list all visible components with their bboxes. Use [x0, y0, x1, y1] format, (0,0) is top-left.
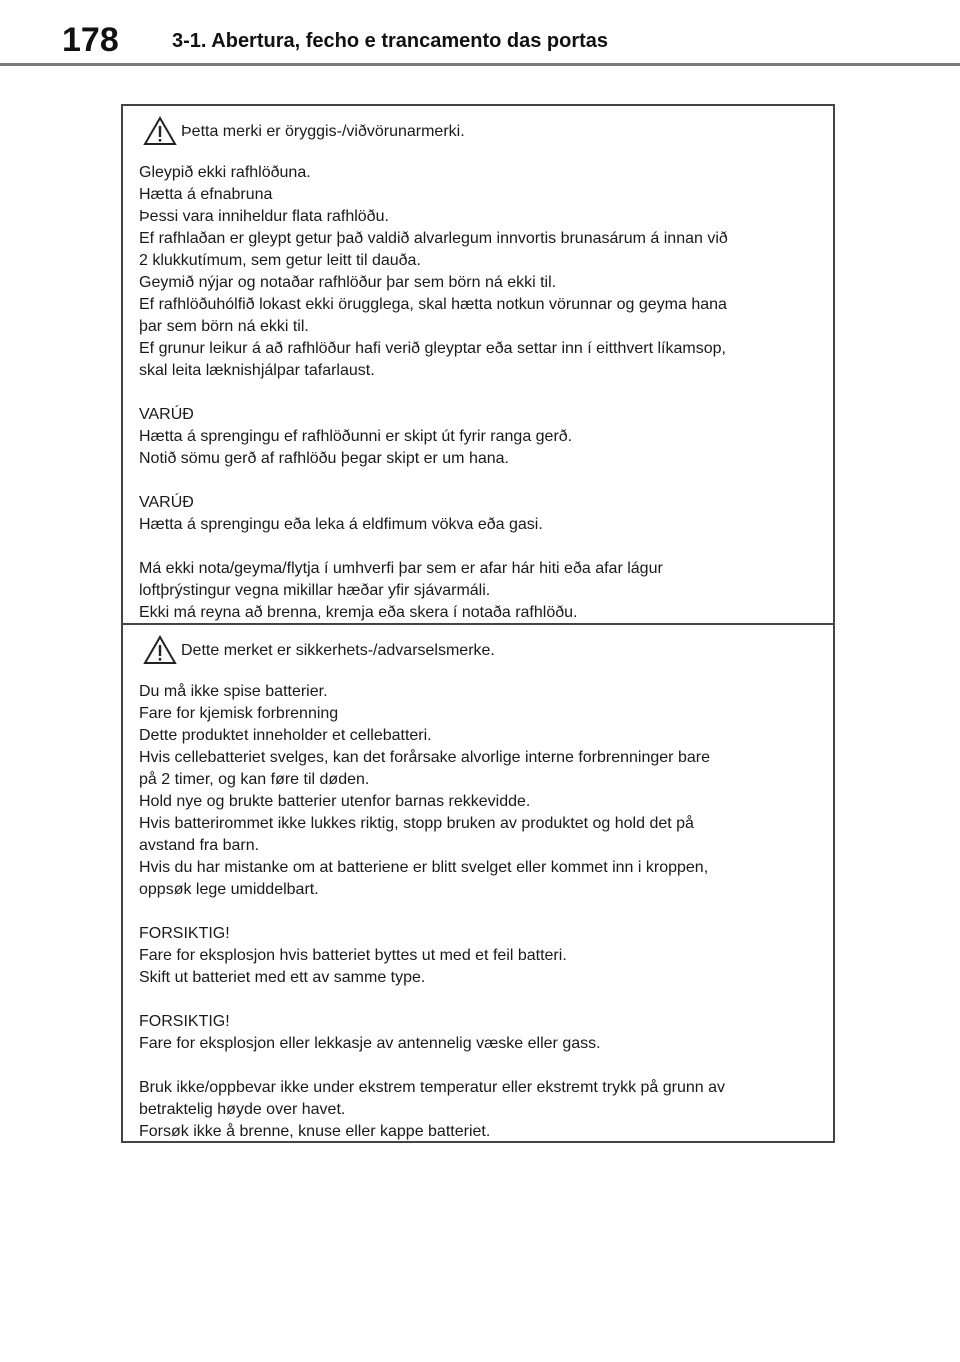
icelandic-heading-row — [139, 116, 817, 148]
icelandic-heading: Þetta merki er öryggis-/viðvörunarmerki. — [181, 123, 465, 140]
norwegian-environment-warning: Bruk ikke/oppbevar ikke under ekstrem temperatur eller ekstremt trykk på grunn av betraktelig høyde over havet. Forsøk ikke å brenne, knuse eller kappe batteriet. — [139, 1079, 726, 1140]
page-header — [0, 0, 960, 66]
header-divider — [0, 63, 960, 66]
warning-triangle-icon — [143, 635, 177, 665]
norwegian-caution-leak: FORSIKTIG! Fare for eksplosjon eller lekkasje av antennelig væske eller gass. — [139, 1013, 601, 1052]
section-title: 3-1. Abertura, fecho e trancamento das portas — [172, 30, 609, 52]
icelandic-caution-replacement: VARÚÐ Hætta á sprengingu ef rafhlöðunni er skipt út fyrir ranga gerð. Notið sömu gerð af rafhlöðu þegar skipt er um hana. — [139, 406, 573, 467]
warning-triangle-icon — [143, 116, 177, 146]
norwegian-caution-replacement: FORSIKTIG! Fare for eksplosjon hvis batteriet byttes ut med et feil batteri. Skift ut batteriet med ett av samme type. — [139, 925, 567, 986]
icelandic-caution-leak: VARÚÐ Hætta á sprengingu eða leka á eldfimum vökva eða gasi. — [139, 494, 543, 533]
norwegian-heading: Dette merket er sikkerhets-/advarselsmerke. — [181, 642, 495, 659]
icelandic-environment-warning: Má ekki nota/geyma/flytja í umhverfi þar sem er afar hár hiti eða afar lágur loftþrýstingur vegna mikillar hæðar yfir sjávarmáli. Ekki má reyna að brenna, kremja eða skera í notaða rafhlöðu. — [139, 560, 663, 621]
page-number: 178 — [62, 21, 119, 59]
norwegian-swallow-warning: Du må ikke spise batterier. Fare for kjemisk forbrenning Dette produktet inneholder et cellebatteri. Hvis cellebatteriet svelges, kan det forårsake alvorlige interne forbrenninger bare på 2 timer, og kan føre til døden. Hold nye og brukte batterier utenfor barnas rekkevidde. Hvis batterirommet ikke lukkes riktig, stopp bruken av produktet og hold det på avstand fra barn. Hvis du har mistanke om at batteriene er blitt svelget eller kommet inn i kroppen, oppsøk lege umiddelbart. — [139, 683, 710, 898]
norwegian-heading-row — [139, 635, 817, 667]
icelandic-warning-panel — [123, 106, 833, 625]
warning-label-box — [121, 104, 835, 1143]
norwegian-warning-panel — [123, 625, 833, 1141]
icelandic-swallow-warning: Gleypið ekki rafhlöðuna. Hætta á efnabruna Þessi vara inniheldur flata rafhlöðu. Ef rafhlaðan er gleypt getur það valdið alvarlegum innvortis brunasárum á innan við 2 klukkutímum, sem getur leitt til dauða. Geymið nýjar og notaðar rafhlöður þar sem börn ná ekki til. Ef rafhlöðuhólfið lokast ekki örugglega, skal hætta notkun vörunnar og geyma hana þar sem börn ná ekki til. Ef grunur leikur á að rafhlöður hafi verið gleyptar eða settar inn í eitthvert líkamsop, skal leita læknishjálpar tafarlaust. — [139, 164, 728, 379]
